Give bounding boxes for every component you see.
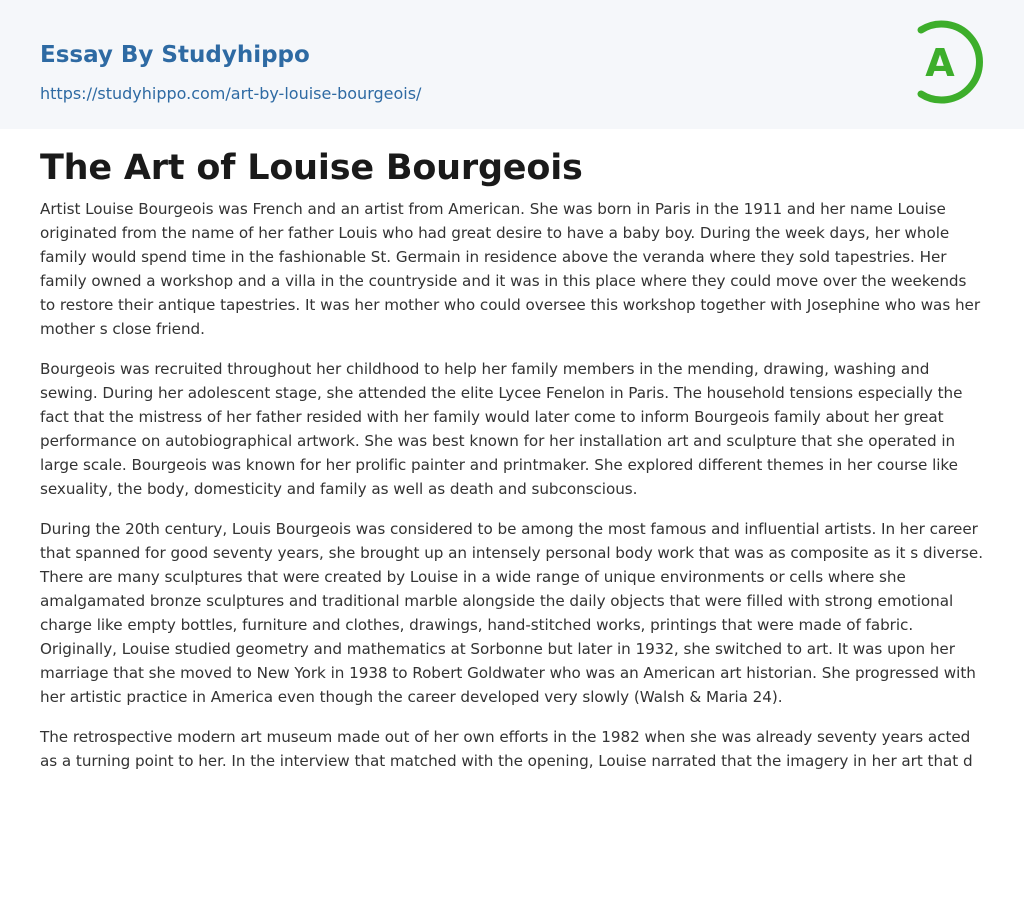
article-paragraph-1: Artist Louise Bourgeois was French and an artist from American. She was born in Paris in the 1911 and her name Louise originated from the name of her father Louis who had great desire to have a baby boy. During the week days, her whole family would spend time in the fashionable St. Germain in residence above the veranda where they sold tapestries. Her family owned a workshop and a villa in the countryside and it was in this place where they could move over the weekends to restore their antique tapestries. It was her mother who could oversee this workshop together with Josephine who was her mother s close friend. <box>40 200 981 338</box>
studyhippo-logo-icon[interactable] <box>912 18 988 106</box>
article-paragraph-3: During the 20th century, Louis Bourgeois was considered to be among the most famous and influential artists. In her career that spanned for good seventy years, she brought up an intensely personal body work that was as composite as it s diverse. There are many sculptures that were created by Louise in a wide range of unique environments or cells where she amalgamated bronze sculptures and traditional marble alongside the daily objects that were filled with strong emotional charge like empty bottles, furniture and clothes, drawings, hand-stitched works, printings that were made of fabric. Originally, Louise studied geometry and mathematics at Sorbonne but later in 1932, she switched to art. It was upon her marriage that she moved to New York in 1938 to Robert Goldwater who was an American art historian. She progressed with her artistic practice in America even though the career developed very slowly (Walsh & Maria 24). <box>40 520 983 706</box>
article-title: The Art of Louise Bourgeois <box>40 148 583 188</box>
article <box>40 146 984 789</box>
source-url-link[interactable]: https://studyhippo.com/art-by-louise-bourgeois/ <box>40 84 422 103</box>
article-paragraph-4: The retrospective modern art museum made out of her own efforts in the 1982 when she was already seventy years acted as a turning point to her. In the interview that matched with the opening, Louise narrated that the imagery in her art that d <box>40 728 973 770</box>
page-header <box>0 0 1024 129</box>
article-paragraph-2: Bourgeois was recruited throughout her childhood to help her family members in the mending, drawing, washing and sewing. During her adolescent stage, she attended the elite Lycee Fenelon in Paris. The household tensions especially the fact that the mistress of her father resided with her family would later come to inform Bourgeois family about her great performance on autobiographical artwork. She was best known for her installation art and sculpture that she operated in large scale. Bourgeois was known for her prolific painter and printmaker. She explored different themes in her course like sexuality, the body, domesticity and family as well as death and subconscious. <box>40 360 963 498</box>
site-brand: Essay By Studyhippo <box>40 42 310 68</box>
logo-letter: A <box>925 41 955 85</box>
